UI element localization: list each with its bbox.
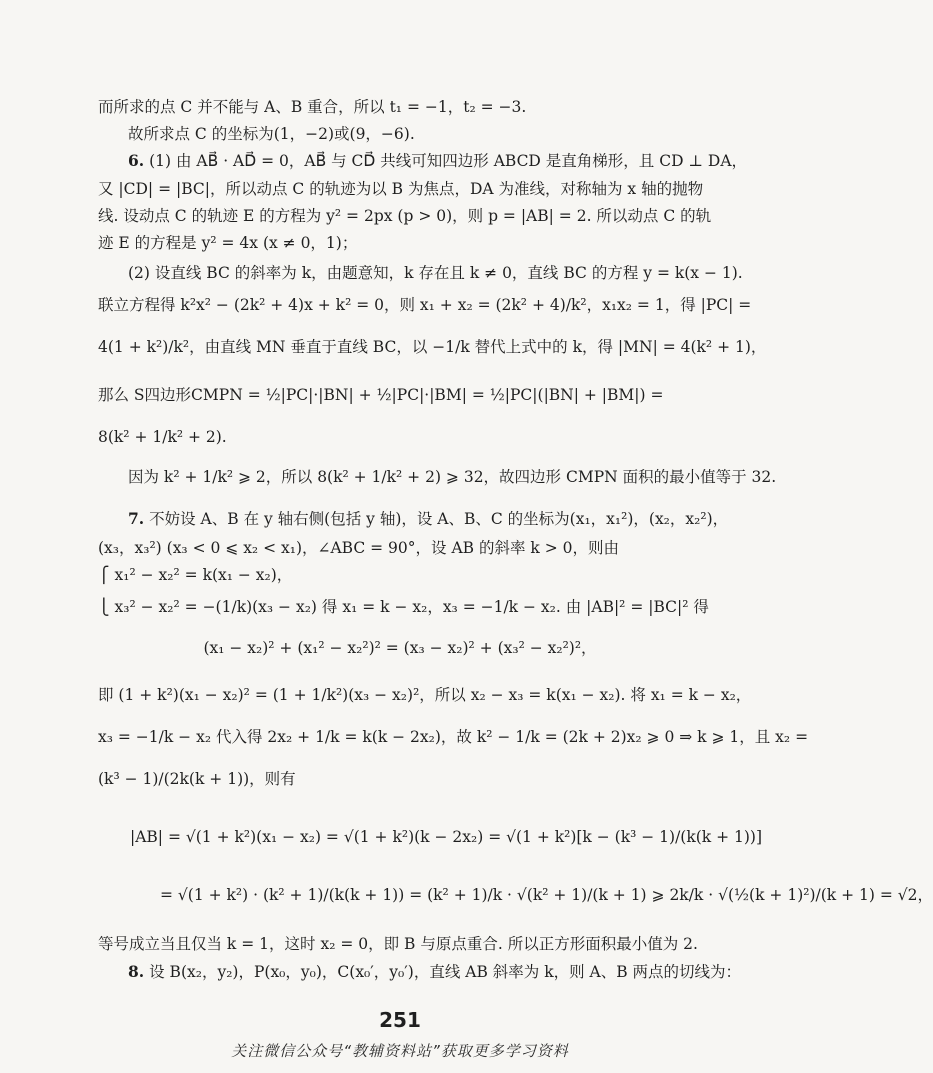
equation-system-line: ⎩ x₃² − x₂² = −(1/k)(x₃ − x₂) 得 x₁ = k − x₂，x₃ = −1/k − x₂. 由 |AB|² = |BC|² 得 [98, 598, 709, 616]
text-line: 而所求的点 C 并不能与 A、B 重合，所以 t₁ = −1，t₂ = −3. [98, 98, 527, 116]
formula-line: 8(k² + 1/k² + 2). [98, 428, 227, 446]
display-equation: |AB| = √(1 + k²)(x₁ − x₂) = √(1 + k²)(k − 2x₂) = √(1 + k²)[k − (k³ − 1)/(k(k + 1))] [130, 828, 763, 846]
text-line: 等号成立当且仅当 k = 1，这时 x₂ = 0，即 B 与原点重合. 所以正方形面积最小值为 2. [98, 935, 698, 953]
text-line: (2) 设直线 BC 的斜率为 k，由题意知，k 存在且 k ≠ 0，直线 BC 的方程 y = k(x − 1). [128, 264, 743, 282]
formula-line: x₃ = −1/k − x₂ 代入得 2x₂ + 1/k = k(k − 2x₂)，故 k² − 1/k = (2k + 2)x₂ ⩾ 0 ⇒ k ⩾ 1，且 x₂ = [98, 728, 809, 746]
formula-line: 联立方程得 k²x² − (2k² + 4)x + k² = 0，则 x₁ + x₂ = (2k² + 4)/k²，x₁x₂ = 1，得 |PC| = [98, 296, 752, 314]
display-equation: (x₁ − x₂)² + (x₁² − x₂²)² = (x₃ − x₂)² + (x₃² − x₂²)²， [203, 639, 597, 657]
formula-line: 即 (1 + k²)(x₁ − x₂)² = (1 + 1/k²)(x₃ − x₂)²，所以 x₂ − x₃ = k(x₁ − x₂). 将 x₁ = k − x₂， [98, 686, 752, 704]
display-equation: = √(1 + k²) · (k² + 1)/(k(k + 1)) = (k² + 1)/k · √(k² + 1)/(k + 1) ⩾ 2k/k · √(½(k + 1)²)/(k + 1) = √2， [160, 886, 933, 904]
text-line: 线. 设动点 C 的轨迹 E 的方程为 y² = 2px (p > 0)，则 p = |AB| = 2. 所以动点 C 的轨 [98, 207, 712, 225]
footer-note: 关注微信公众号“教辅资料站”获取更多学习资料 [231, 1042, 569, 1060]
formula-line: 因为 k² + 1/k² ⩾ 2，所以 8(k² + 1/k² + 2) ⩾ 32，故四边形 CMPN 面积的最小值等于 32. [128, 468, 777, 486]
equation-system-line: ⎧ x₁² − x₂² = k(x₁ − x₂)， [98, 566, 293, 584]
formula-line: (k³ − 1)/(2k(k + 1))，则有 [98, 770, 296, 788]
text-line: 迹 E 的方程是 y² = 4x (x ≠ 0，1)； [98, 234, 358, 252]
problem-7-line: 7. 不妨设 A、B 在 y 轴右侧(包括 y 轴)，设 A、B、C 的坐标为(x₁，x₁²)，(x₂，x₂²)， [128, 509, 729, 528]
text-line: 又 |CD| = |BC|，所以动点 C 的轨迹为以 B 为焦点，DA 为准线，对称轴为 x 轴的抛物 [98, 180, 704, 198]
formula-line: 4(1 + k²)/k²，由直线 MN 垂直于直线 BC，以 −1/k 替代上式中的 k，得 |MN| = 4(k² + 1)， [98, 338, 767, 356]
text-line: 故所求点 C 的坐标为(1，−2)或(9，−6). [128, 125, 415, 143]
problem-8-line: 8. 设 B(x₂，y₂)，P(x₀，y₀)，C(x₀′，y₀′)，直线 AB 斜率为 k，则 A、B 两点的切线为： [128, 962, 742, 981]
formula-line: 那么 S四边形CMPN = ½|PC|·|BN| + ½|PC|·|BM| = ½|PC|(|BN| + |BM|) = [98, 386, 664, 404]
page-number: 251 [379, 1008, 421, 1032]
problem-6-line: 6. (1) 由 AB⃗ · AD⃗ = 0，AB⃗ 与 CD⃗ 共线可知四边形 ABCD 是直角梯形，且 CD ⊥ DA， [128, 151, 748, 170]
text-line: (x₃，x₃²) (x₃ < 0 ⩽ x₂ < x₁)，∠ABC = 90°，设 AB 的斜率 k > 0，则由 [98, 539, 619, 557]
